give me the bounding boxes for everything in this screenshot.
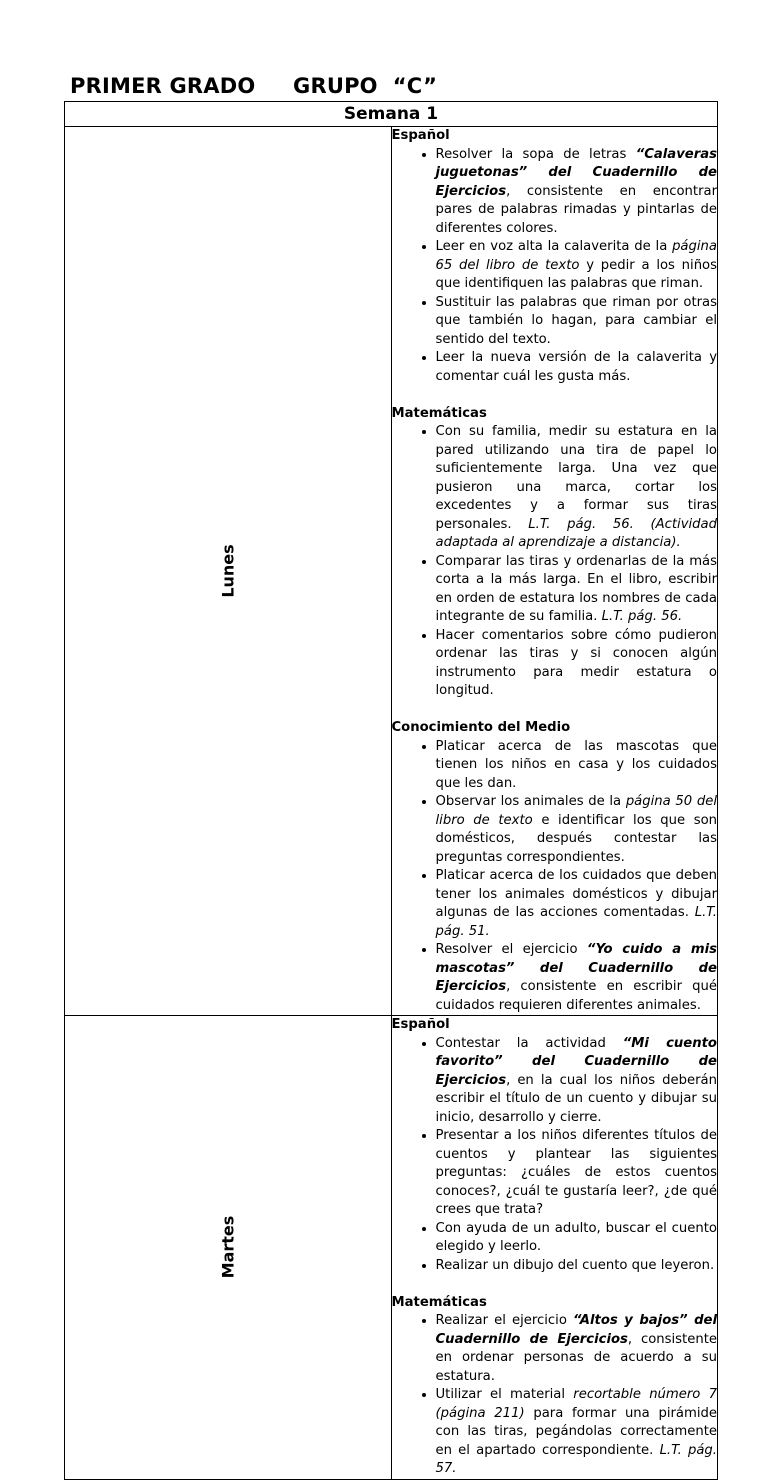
activity-item bbox=[436, 1386, 718, 1479]
day-activities bbox=[391, 127, 718, 1016]
activity-reference: “Calaveras juguetonas” del Cuadernillo de Ejercicios bbox=[435, 146, 717, 199]
activity-reference: página 65 del libro de texto bbox=[435, 239, 717, 273]
activity-reference: página 50 del libro de texto bbox=[435, 794, 717, 828]
activity-item bbox=[436, 146, 718, 239]
activity-item bbox=[436, 627, 718, 701]
grade-title: PRIMER GRADO bbox=[70, 74, 256, 98]
activity-item bbox=[436, 1257, 718, 1276]
activity-text: , consistente en escribir qué cuidados requieren diferentes animales. bbox=[435, 979, 717, 1013]
activity-reference: L.T. pág. 56. (Actividad adaptada al aprendizaje a distancia). bbox=[435, 516, 717, 550]
subject-section bbox=[392, 405, 718, 701]
activity-text: Sustituir las palabras que riman por otras que también lo hagan, para cambiar el sentido del texto. bbox=[435, 294, 717, 347]
activity-list bbox=[392, 146, 718, 387]
activity-item bbox=[436, 738, 718, 794]
activity-text: y pedir a los niños que identifiquen las palabras que riman. bbox=[435, 257, 717, 291]
activity-text: Leer en voz alta la calaverita de la bbox=[435, 239, 673, 254]
activity-reference: L.T. pág. 51. bbox=[435, 905, 717, 939]
day-activities bbox=[391, 1016, 718, 1480]
activity-reference: L.T. pág. 56. bbox=[601, 609, 683, 624]
activity-list bbox=[392, 423, 718, 701]
subject-heading: Matemáticas bbox=[391, 1294, 487, 1310]
activity-text: Realizar un dibujo del cuento que leyeron. bbox=[435, 1257, 715, 1273]
activity-text: Resolver la sopa de letras bbox=[435, 146, 636, 162]
activity-list bbox=[392, 1035, 718, 1276]
subject-heading: Español bbox=[391, 128, 450, 143]
activity-text: Hacer comentarios sobre cómo pudieron ordenar las tiras y si conocen algún instrumento para medir estatura o longitud. bbox=[435, 627, 717, 698]
activity-item bbox=[436, 1312, 718, 1386]
subject-section bbox=[392, 127, 718, 386]
activity-item bbox=[436, 238, 718, 294]
activity-text: , consistente en ordenar personas de acuerdo a su estatura. bbox=[435, 1331, 717, 1384]
subject-section bbox=[392, 719, 718, 1015]
subject-heading: Español bbox=[391, 1017, 450, 1032]
activity-text: Platicar acerca de las mascotas que tienen los niños en casa y los cuidados que les dan. bbox=[435, 738, 717, 791]
activity-reference: “Altos y bajos” del Cuadernillo de Ejercicios bbox=[435, 1313, 717, 1347]
activity-text: , consistente en encontrar pares de palabras rimadas y pintarlas de diferentes colores. bbox=[435, 183, 717, 236]
day-row-lunes bbox=[65, 127, 718, 1016]
activity-text: Contestar la actividad bbox=[435, 1035, 623, 1051]
activity-item bbox=[436, 349, 718, 386]
activity-item bbox=[436, 1127, 718, 1220]
document-title bbox=[70, 74, 437, 98]
lesson-plan-table bbox=[64, 101, 718, 1480]
activity-item bbox=[436, 941, 718, 1015]
activity-item bbox=[436, 793, 718, 867]
subject-heading: Matemáticas bbox=[391, 405, 487, 421]
activity-list bbox=[392, 1312, 718, 1479]
activity-text: Presentar a los niños diferentes títulos de cuentos y plantear las siguientes preguntas: ¿cuáles de estos cuentos conoces?, ¿cuál te gustaría leer?, ¿de qué crees que trata? bbox=[435, 1128, 717, 1217]
activity-item bbox=[436, 867, 718, 941]
activity-text: para formar una pirámide con las tiras, pegándolas correctamente en el apartado correspondiente. bbox=[435, 1405, 717, 1458]
subject-heading: Conocimiento del Medio bbox=[391, 720, 571, 735]
activity-text: Resolver el ejercicio bbox=[435, 942, 587, 957]
activity-reference: “Mi cuento favorito” del Cuadernillo de Ejercicios bbox=[435, 1035, 717, 1088]
activity-item bbox=[436, 553, 718, 627]
activity-item bbox=[436, 423, 718, 553]
activity-text: Utilizar el material bbox=[435, 1387, 574, 1402]
day-row-martes bbox=[65, 1016, 718, 1480]
day-label: Lunes bbox=[218, 544, 238, 598]
day-cell bbox=[65, 1016, 392, 1480]
activity-reference: L.T. pág. 57. bbox=[435, 1442, 717, 1476]
activity-text: , en la cual los niños deberán escribir el título de un cuento y dibujar su inicio, desarrollo y cierre. bbox=[435, 1072, 717, 1125]
activity-reference: recortable número 7 (página 211) bbox=[435, 1387, 717, 1421]
week-header-row bbox=[65, 102, 718, 127]
week-title: Semana 1 bbox=[65, 102, 718, 127]
activity-text: Observar los animales de la bbox=[435, 794, 626, 809]
subject-section bbox=[392, 1016, 718, 1275]
activity-item bbox=[436, 294, 718, 350]
activity-reference: “Yo cuido a mis mascotas” del Cuadernillo de Ejercicios bbox=[435, 942, 717, 994]
activity-text: Con ayuda de un adulto, buscar el cuento elegido y leerlo. bbox=[435, 1220, 717, 1254]
activity-text: e identificar los que son domésticos, después contestar las preguntas correspondientes. bbox=[435, 812, 718, 865]
activity-list bbox=[392, 738, 718, 1016]
day-cell bbox=[65, 127, 392, 1016]
activity-item bbox=[436, 1220, 718, 1257]
day-label: Martes bbox=[218, 1215, 238, 1279]
activity-text: Platicar acerca de los cuidados que deben tener los animales domésticos y dibujar algunas de las acciones comentadas. bbox=[435, 868, 717, 920]
activity-text: Comparar las tiras y ordenarlas de la más corta a la más larga. En el libro, escribir en orden de estatura los nombres de cada integrante de su familia. bbox=[435, 553, 717, 624]
activity-item bbox=[436, 1035, 718, 1128]
activity-text: Leer la nueva versión de la calaverita y comentar cuál les gusta más. bbox=[435, 350, 717, 384]
group-title: GRUPO “C” bbox=[293, 74, 438, 98]
activity-text: Con su familia, medir su estatura en la pared utilizando una tira de papel lo suficientemente larga. Una vez que pusieron una marca, cortar los excedentes y a formar sus tiras personales. bbox=[435, 424, 717, 532]
subject-section bbox=[392, 1294, 718, 1479]
activity-text: Realizar el ejercicio bbox=[435, 1313, 574, 1328]
